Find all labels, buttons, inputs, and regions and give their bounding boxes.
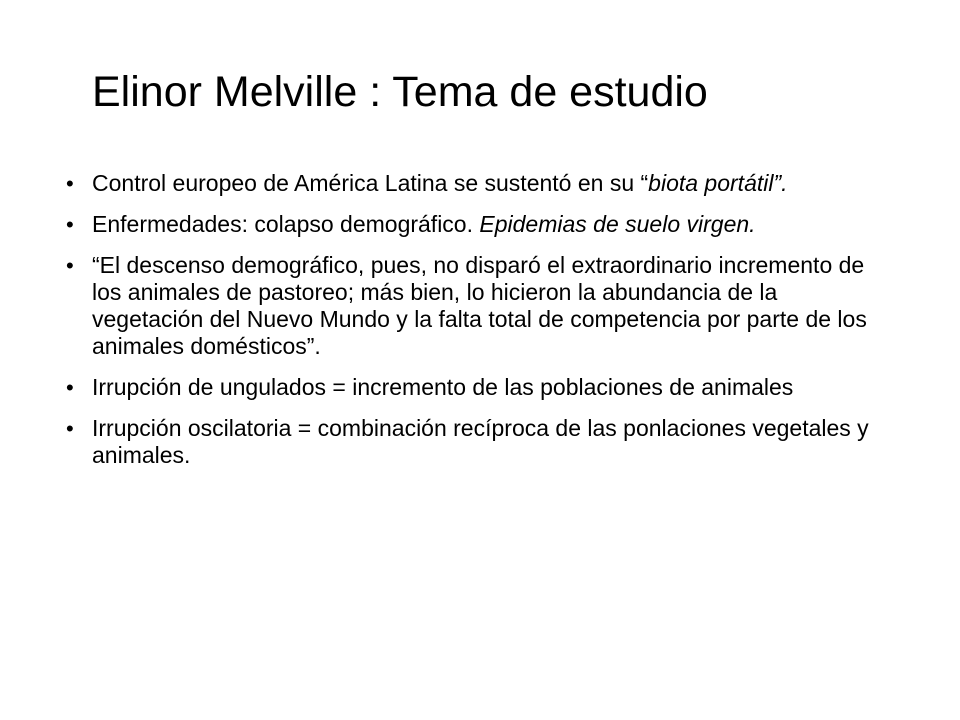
- bullet-item: [66, 374, 878, 401]
- bullet-dot-icon: •: [66, 375, 74, 400]
- bullet-text: [92, 374, 793, 400]
- bullet-text-segment: “El descenso demográfico, pues, no disparó el extraordinario incremento de los animales de pastoreo; más bien, lo hicieron la abundancia de la vegetación del Nuevo Mundo y la falta total de competencia por parte de los animales domésticos”.: [92, 252, 867, 359]
- bullet-dot-icon: •: [66, 416, 74, 441]
- bullet-dot-icon: •: [66, 253, 74, 278]
- bullet-text: [92, 211, 756, 237]
- bullet-text: [92, 170, 788, 196]
- bullet-item: [66, 170, 878, 197]
- bullet-italic-text: biota portátil”.: [648, 170, 788, 196]
- bullet-item: [66, 252, 878, 360]
- slide-title: Elinor Melville : Tema de estudio: [92, 68, 708, 116]
- bullet-item: [66, 211, 878, 238]
- bullet-text-segment: Enfermedades: colapso demográfico.: [92, 211, 480, 237]
- bullet-text: [92, 415, 869, 468]
- bullet-text-segment: Irrupción de ungulados = incremento de las poblaciones de animales: [92, 374, 794, 400]
- bullet-item: [66, 415, 878, 469]
- bullet-italic-text: Epidemias de suelo virgen.: [479, 211, 756, 237]
- bullet-list: [66, 170, 878, 483]
- bullet-dot-icon: •: [66, 171, 74, 196]
- bullet-text: [92, 252, 867, 359]
- bullet-text-segment: Control europeo de América Latina se sustentó en su “: [92, 170, 649, 196]
- bullet-text-segment: Irrupción oscilatoria = combinación recíproca de las ponlaciones vegetales y animales.: [92, 415, 869, 468]
- bullet-dot-icon: •: [66, 212, 74, 237]
